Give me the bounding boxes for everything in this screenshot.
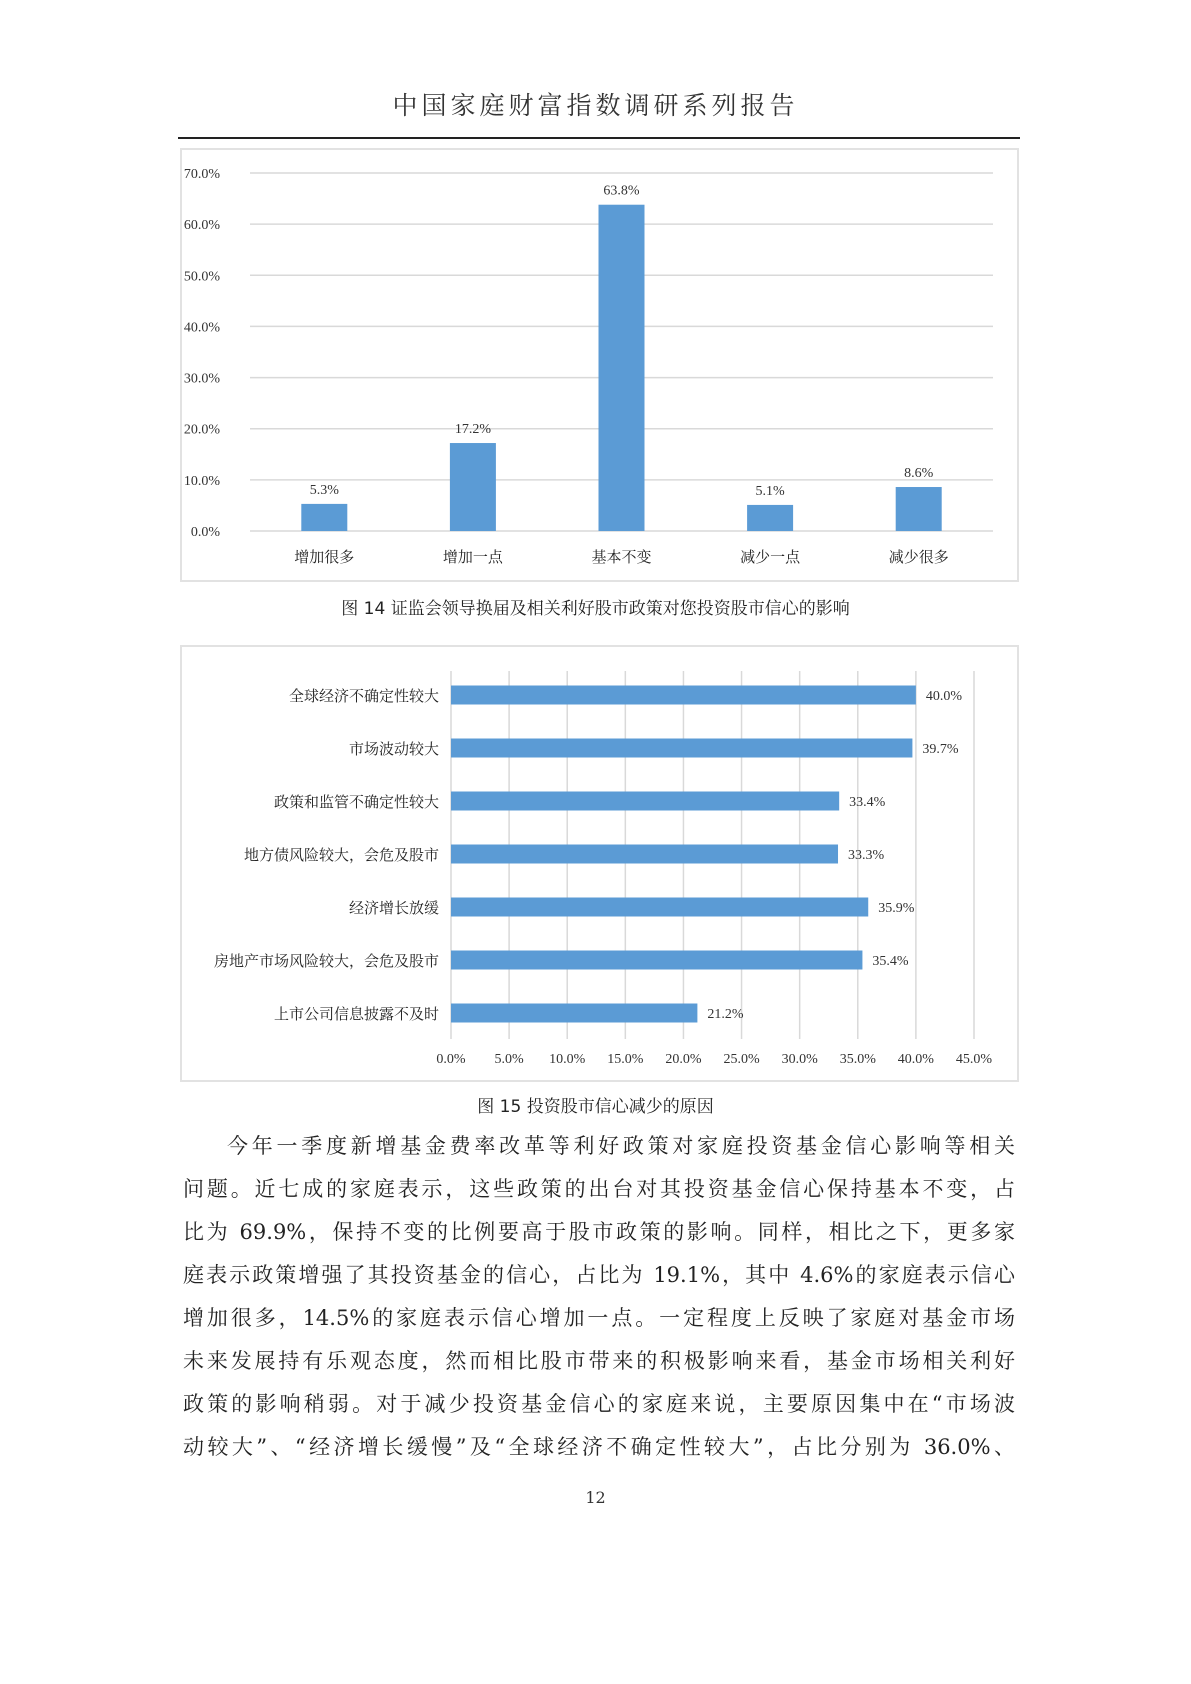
caption-fig14: 图 14 证监会领导换届及相关利好股市政策对您投资股市信心的影响 xyxy=(341,599,850,619)
x-tick-label: 15.0% xyxy=(607,1052,644,1067)
report-header-title: 中国家庭财富指数调研系列报告 xyxy=(392,91,799,120)
category-label: 政策和监管不确定性较大 xyxy=(273,793,439,811)
bar xyxy=(451,951,862,970)
bar xyxy=(451,1004,697,1023)
bar xyxy=(451,792,839,811)
paragraph-line: 未来发展持有乐观态度，然而相比股市带来的积极影响来看，基金市场相关利好 xyxy=(183,1349,1015,1373)
header-divider xyxy=(178,137,1020,139)
paragraph-line: 问题。近七成的家庭表示，这些政策的出台对其投资基金信心保持基本不变，占 xyxy=(183,1177,1015,1201)
category-label: 增加一点 xyxy=(442,548,503,566)
paragraph-line: 比为 69.9%，保持不变的比例要高于股市政策的影响。同样，相比之下，更多家 xyxy=(183,1220,1015,1244)
bar xyxy=(451,845,838,864)
y-tick-label: 0.0% xyxy=(190,525,220,540)
x-tick-label: 35.0% xyxy=(839,1052,876,1067)
body-paragraph xyxy=(183,1125,1015,1469)
chart-fig15 xyxy=(182,647,1017,1080)
y-tick-label: 10.0% xyxy=(183,473,220,489)
data-label: 5.1% xyxy=(755,483,785,499)
x-tick-label: 0.0% xyxy=(436,1052,466,1067)
bar xyxy=(747,505,793,531)
bar xyxy=(451,686,916,705)
bar xyxy=(450,443,496,531)
data-label: 17.2% xyxy=(454,422,491,438)
paragraph-line: 动较大”、“经济增长缓慢”及“全球经济不确定性较大”，占比分别为 36.0%、 xyxy=(183,1435,1015,1459)
paragraph-line: 庭表示政策增强了其投资基金的信心，占比为 19.1%，其中 4.6%的家庭表示信心 xyxy=(183,1263,1015,1287)
page-number: 12 xyxy=(585,1488,606,1507)
category-label: 地方债风险较大，会危及股市 xyxy=(243,846,439,864)
caption-fig15: 图 15 投资股市信心减少的原因 xyxy=(477,1097,714,1117)
y-tick-label: 50.0% xyxy=(183,269,220,285)
paragraph-line: 增加很多，14.5%的家庭表示信心增加一点。一定程度上反映了家庭对基金市场 xyxy=(183,1306,1015,1330)
data-label: 33.4% xyxy=(849,795,886,810)
category-label: 市场波动较大 xyxy=(348,740,439,758)
category-label: 房地产市场风险较大，会危及股市 xyxy=(213,952,439,970)
bar xyxy=(896,487,942,531)
chart-fig14-frame xyxy=(180,148,1019,582)
y-tick-label: 20.0% xyxy=(183,422,220,438)
chart-fig15-frame xyxy=(180,645,1019,1082)
y-tick-label: 30.0% xyxy=(183,371,220,387)
bar xyxy=(451,898,868,917)
category-label: 减少很多 xyxy=(888,548,949,566)
category-label: 减少一点 xyxy=(740,548,801,566)
chart-fig14 xyxy=(182,150,1017,580)
data-label: 40.0% xyxy=(925,689,963,704)
x-tick-label: 5.0% xyxy=(494,1052,524,1067)
category-label: 增加很多 xyxy=(294,548,355,566)
y-tick-label: 60.0% xyxy=(183,218,220,234)
category-label: 经济增长放缓 xyxy=(348,899,439,917)
x-tick-label: 30.0% xyxy=(781,1052,818,1067)
y-tick-label: 70.0% xyxy=(183,167,220,182)
data-label: 8.6% xyxy=(904,466,934,482)
x-tick-label: 20.0% xyxy=(665,1052,702,1067)
paragraph-line: 政策的影响稍弱。对于减少投资基金信心的家庭来说，主要原因集中在“市场波 xyxy=(183,1392,1015,1416)
bar xyxy=(301,504,347,531)
bar xyxy=(451,739,912,758)
data-label: 39.7% xyxy=(922,742,959,757)
data-label: 35.9% xyxy=(878,901,915,916)
data-label: 35.4% xyxy=(872,954,909,969)
bar xyxy=(599,205,645,531)
data-label: 63.8% xyxy=(603,183,640,199)
x-tick-label: 40.0% xyxy=(897,1052,934,1067)
x-tick-label: 25.0% xyxy=(723,1052,760,1067)
x-tick-label: 10.0% xyxy=(549,1052,586,1067)
category-label: 全球经济不确定性较大 xyxy=(288,687,439,705)
category-label: 基本不变 xyxy=(591,548,652,566)
category-label: 上市公司信息披露不及时 xyxy=(273,1005,439,1023)
x-tick-label: 45.0% xyxy=(955,1052,993,1067)
y-tick-label: 40.0% xyxy=(183,320,220,336)
paragraph-line: 今年一季度新增基金费率改革等利好政策对家庭投资基金信心影响等相关 xyxy=(227,1134,1015,1158)
data-label: 33.3% xyxy=(848,848,885,863)
data-label: 21.2% xyxy=(707,1007,744,1022)
data-label: 5.3% xyxy=(309,482,339,498)
